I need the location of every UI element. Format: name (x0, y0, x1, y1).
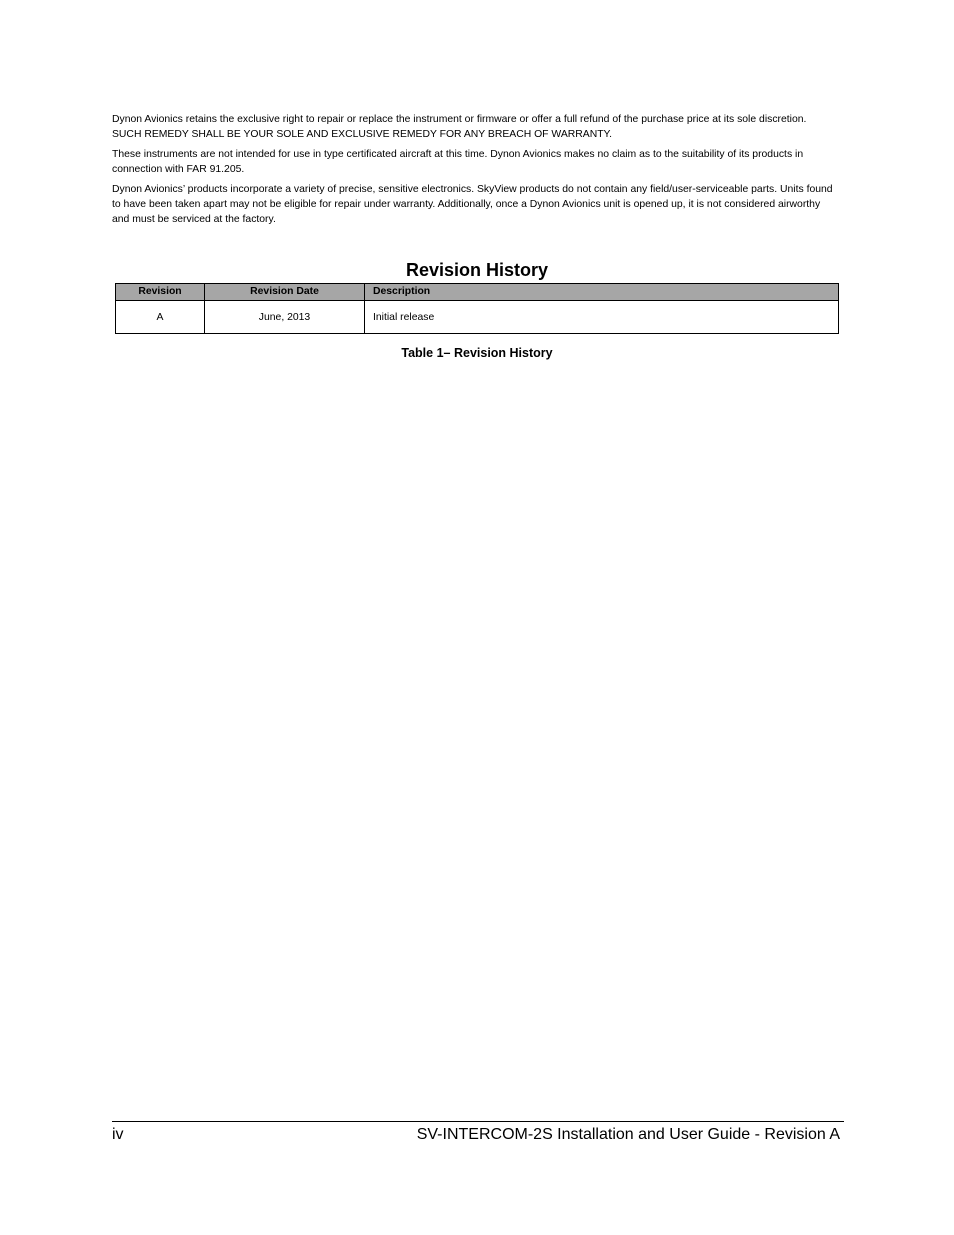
revision-history-title: Revision History (405, 260, 549, 280)
header-description: Description (365, 284, 839, 301)
revision-history-table (115, 283, 839, 334)
header-revision: Revision (116, 284, 205, 301)
paragraph-serviceability: Dynon Avionics’ products incorporate a variety of precise, sensitive electronics. SkyView products do not contain any field/user-serviceable parts. Units found to have been taken apart may not be eligible for repair under warranty. Additionally, once a Dynon Avionics unit is opened up, it is not considered airworthy and must be serviced at the factory. (112, 184, 833, 225)
table-caption: Table 1– Revision History (401, 346, 553, 360)
cell-revision: A (116, 301, 205, 334)
cell-description: Initial release (365, 301, 839, 334)
page-number: iv (112, 1126, 124, 1143)
warranty-text (112, 112, 838, 232)
footer-divider (112, 1121, 844, 1122)
table-header-row (116, 284, 839, 301)
paragraph-remedy: Dynon Avionics retains the exclusive right to repair or replace the instrument or firmware or offer a full refund of the purchase price at its sole discretion. SUCH REMEDY SHALL BE YOUR SOLE AND EXCLUSIVE REMEDY FOR ANY BREACH OF WARRANTY. (112, 114, 807, 140)
paragraph-certification: These instruments are not intended for use in type certificated aircraft at this time. Dynon Avionics makes no claim as to the suitability of its products in connection with FAR 91.205. (112, 149, 804, 175)
table-row (116, 301, 839, 334)
header-revision-date: Revision Date (205, 284, 365, 301)
cell-revision-date: June, 2013 (205, 301, 365, 334)
footer-document-title: SV-INTERCOM-2S Installation and User Guide - Revision A (416, 1126, 840, 1143)
